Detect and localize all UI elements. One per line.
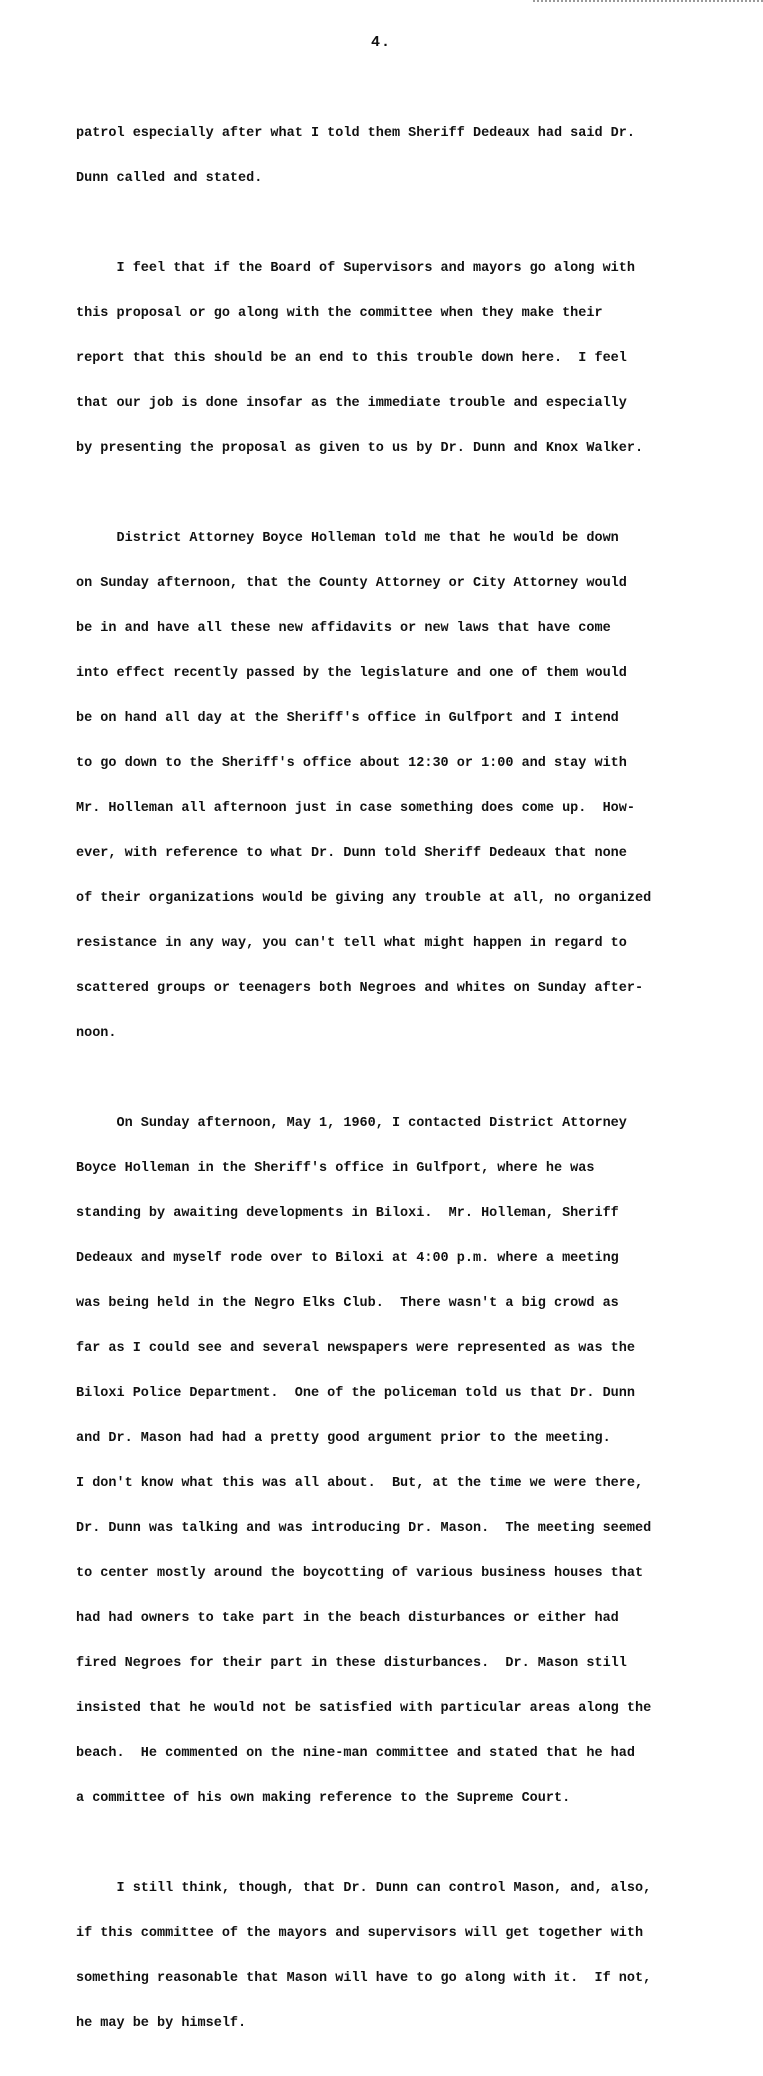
text-line: on Sunday afternoon, that the County Attorney or City Attorney would <box>76 576 627 591</box>
text-line: be on hand all day at the Sheriff's office in Gulfport and I intend <box>76 711 619 726</box>
text-line: Dedeaux and myself rode over to Biloxi at 4:00 p.m. where a meeting <box>76 1251 619 1266</box>
text-line: ever, with reference to what Dr. Dunn told Sheriff Dedeaux that none <box>76 846 627 861</box>
paragraph-4 <box>76 1086 726 1836</box>
text-line: something reasonable that Mason will have to go along with it. If not, <box>76 1971 652 1986</box>
text-line: I still think, though, that Dr. Dunn can control Mason, and, also, <box>76 1881 652 1896</box>
text-line: Boyce Holleman in the Sheriff's office in Gulfport, where he was <box>76 1161 595 1176</box>
text-line: beach. He commented on the nine-man committee and stated that he had <box>76 1746 635 1761</box>
text-line: and Dr. Mason had had a pretty good argument prior to the meeting. <box>76 1431 611 1446</box>
text-line: noon. <box>76 1026 117 1041</box>
text-line: by presenting the proposal as given to us by Dr. Dunn and Knox Walker. <box>76 441 644 456</box>
text-line: be in and have all these new affidavits or new laws that have come <box>76 621 611 636</box>
text-line: I don't know what this was all about. But, at the time we were there, <box>76 1476 644 1491</box>
paragraph-5 <box>76 1851 726 2061</box>
text-line: On Sunday afternoon, May 1, 1960, I contacted District Attorney <box>76 1116 627 1131</box>
text-line: to center mostly around the boycotting of various business houses that <box>76 1566 644 1581</box>
text-line: into effect recently passed by the legislature and one of them would <box>76 666 627 681</box>
text-line: had had owners to take part in the beach disturbances or either had <box>76 1611 619 1626</box>
text-line: I feel that if the Board of Supervisors and mayors go along with <box>76 261 635 276</box>
text-line: scattered groups or teenagers both Negroes and whites on Sunday after- <box>76 981 644 996</box>
text-line: patrol especially after what I told them Sheriff Dedeaux had said Dr. <box>76 126 635 141</box>
text-line: Biloxi Police Department. One of the policeman told us that Dr. Dunn <box>76 1386 635 1401</box>
text-line: standing by awaiting developments in Biloxi. Mr. Holleman, Sheriff <box>76 1206 619 1221</box>
text-line: Dr. Dunn was talking and was introducing Dr. Mason. The meeting seemed <box>76 1521 652 1536</box>
top-dotted-border <box>533 0 763 4</box>
paragraph-2 <box>76 231 726 486</box>
text-line: insisted that he would not be satisfied with particular areas along the <box>76 1701 652 1716</box>
text-line: fired Negroes for their part in these disturbances. Dr. Mason still <box>76 1656 627 1671</box>
text-line: if this committee of the mayors and supervisors will get together with <box>76 1926 644 1941</box>
text-line: a committee of his own making reference to the Supreme Court. <box>76 1791 571 1806</box>
text-line: Dunn called and stated. <box>76 171 263 186</box>
text-line: he may be by himself. <box>76 2016 247 2031</box>
text-line: District Attorney Boyce Holleman told me that he would be down <box>76 531 619 546</box>
text-line: that our job is done insofar as the immediate trouble and especially <box>76 396 627 411</box>
text-line: of their organizations would be giving any trouble at all, no organized <box>76 891 652 906</box>
text-line: far as I could see and several newspapers were represented as was the <box>76 1341 635 1356</box>
text-line: Mr. Holleman all afternoon just in case something does come up. How- <box>76 801 635 816</box>
text-line: this proposal or go along with the committee when they make their <box>76 306 603 321</box>
text-line: was being held in the Negro Elks Club. There wasn't a big crowd as <box>76 1296 619 1311</box>
paragraph-3 <box>76 501 726 1071</box>
document-body <box>76 96 726 2076</box>
text-line: report that this should be an end to this trouble down here. I feel <box>76 351 627 366</box>
page-number: 4. <box>371 34 392 51</box>
text-line: resistance in any way, you can't tell what might happen in regard to <box>76 936 627 951</box>
text-line: to go down to the Sheriff's office about 12:30 or 1:00 and stay with <box>76 756 627 771</box>
paragraph-1 <box>76 96 726 216</box>
